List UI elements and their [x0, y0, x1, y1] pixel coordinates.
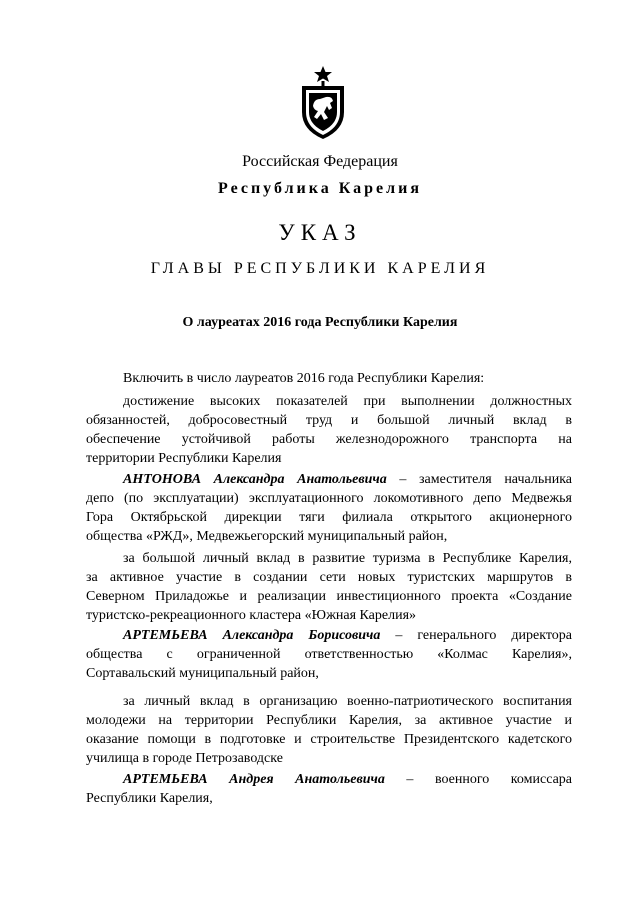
position-line: общества с ограниченной ответственностью «Колмас Карелия»,: [86, 647, 572, 662]
reason-line: оказание помощи в подготовке и строительстве Президентского кадетского: [86, 732, 572, 747]
reason-line: туристско-рекреационного кластера «Южная Карелия»: [86, 608, 417, 623]
republic-name: Республика Карелия: [218, 180, 422, 197]
position-line: Сортавальский муниципальный район,: [86, 666, 319, 681]
reason-line: достижение высоких показателей при выполнении должностных: [123, 394, 572, 409]
reason-line: молодежи на территории Республики Карелия, за активное участие и: [86, 713, 572, 728]
intro-paragraph: Включить в число лауреатов 2016 года Республики Карелия:: [123, 371, 485, 386]
issuer-title: ГЛАВЫ РЕСПУБЛИКИ КАРЕЛИЯ: [150, 260, 490, 277]
position-text: – генерального директора: [380, 628, 572, 643]
position-text: – военного комиссара: [384, 772, 573, 787]
document-type: УКАЗ: [278, 220, 362, 245]
laureate-name: АНТОНОВА Александра Анатольевича: [123, 472, 387, 487]
laureate-name: АРТЕМЬЕВА Андрея Анатольевича: [123, 772, 385, 787]
laureate-entry-2: [86, 549, 572, 625]
reason-line: училища в городе Петрозаводске: [86, 751, 283, 766]
laureate-name-line: [86, 470, 572, 489]
position-line: общества «РЖД», Медвежьегорский муниципальный район,: [86, 529, 448, 544]
laureate-name: АРТЕМЬЕВА Александра Борисовича: [123, 628, 381, 643]
laureate-entry-1: [86, 392, 572, 468]
karelia-coat-of-arms-icon: [296, 66, 350, 140]
reason-line: за активное участие в создании сети новых туристских маршрутов в: [86, 570, 572, 585]
position-line: Республики Карелия,: [86, 791, 213, 806]
reason-line: территории Республики Карелия: [86, 451, 282, 466]
laureate-3-position: [86, 770, 572, 808]
position-line: Гора Октябрьской дирекции тяги филиала открытого акционерного: [86, 510, 572, 525]
reason-line: за личный вклад в организацию военно-патриотического воспитания: [123, 694, 572, 709]
reason-line: обеспечение устойчивой работы железнодорожного транспорта на: [86, 432, 572, 447]
position-text: – заместителя начальника: [386, 472, 572, 487]
laureate-2-position: [86, 626, 572, 683]
country-name: Российская Федерация: [242, 153, 398, 170]
reason-line: обязанностей, добросовестный труд и большой личный вклад в: [86, 413, 572, 428]
laureate-1-position: [86, 470, 572, 546]
laureate-name-line: [86, 770, 572, 789]
reason-line: за большой личный вклад в развитие туризма в Республике Карелия,: [123, 551, 572, 566]
decree-subject: О лауреатах 2016 года Республики Карелия: [182, 315, 458, 330]
laureate-entry-3: [86, 692, 572, 768]
laureate-name-line: [86, 626, 572, 645]
reason-line: Северном Приладожье и реализации инвестиционного проекта «Создание: [86, 589, 572, 604]
position-line: депо (по эксплуатации) эксплуатационного локомотивного депо Медвежья: [86, 491, 572, 506]
